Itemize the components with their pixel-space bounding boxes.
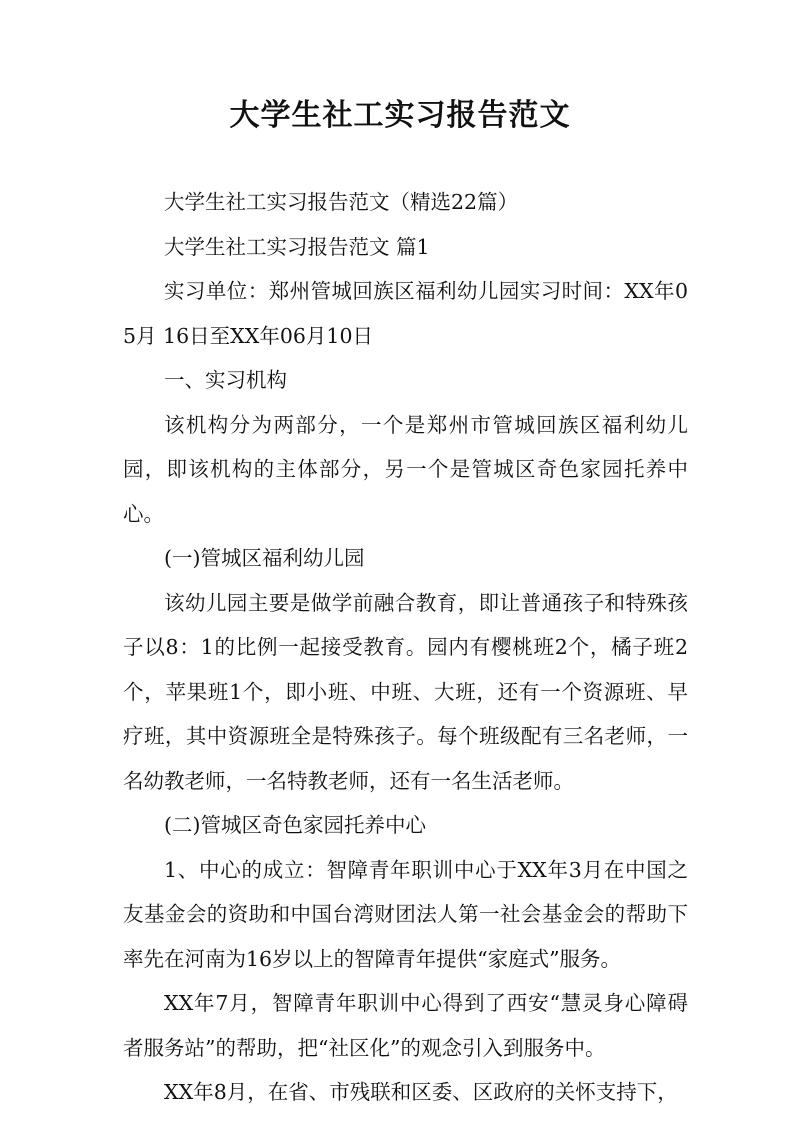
- document-title: 大学生社工实习报告范文: [229, 98, 571, 133]
- paragraph-collection-title: 大学生社工实习报告范文（精选22篇）: [164, 190, 519, 214]
- document-body: [123, 180, 688, 1115]
- paragraph-center-founding: 1、中心的成立：智障青年职训中心于XX年3月在中国之友基金会的资助和中国台湾财团法人第一社会基金会的帮助下率先在河南为16岁以上的智障青年提供“家庭式”服务。: [123, 857, 688, 971]
- section-heading-institution: 一、实习机构: [164, 368, 287, 392]
- paragraph-july-development: XX年7月，智障青年职训中心得到了西安“慧灵身心障碍者服务站”的帮助，把“社区化”的观念引入到服务中。: [123, 991, 688, 1060]
- subsection-heading-kindergarten: (一)管城区福利幼儿园: [164, 546, 365, 570]
- paragraph-institution-overview: 该机构分为两部分，一个是郑州市管城回族区福利幼儿园，即该机构的主体部分，另一个是管城区奇色家园托养中心。: [123, 412, 688, 526]
- paragraph-august-development: XX年8月，在省、市残联和区委、区政府的关怀支持下，: [164, 1080, 678, 1104]
- paragraph-kindergarten-details: 该幼儿园主要是做学前融合教育，即让普通孩子和特殊孩子以8：1的比例一起接受教育。园内有樱桃班2个，橘子班2个，苹果班1个，即小班、中班、大班，还有一个资源班、早疗班，其中资源班全是特殊孩子。每个班级配有三名老师，一名幼教老师，一名特教老师，还有一名生活老师。: [123, 590, 688, 793]
- subsection-heading-care-center: (二)管城区奇色家园托养中心: [164, 813, 426, 837]
- paragraph-article-heading: 大学生社工实习报告范文 篇1: [164, 234, 430, 259]
- paragraph-internship-info: 实习单位：郑州管城回族区福利幼儿园实习时间：XX年05月 16日至XX年06月10日: [123, 279, 688, 348]
